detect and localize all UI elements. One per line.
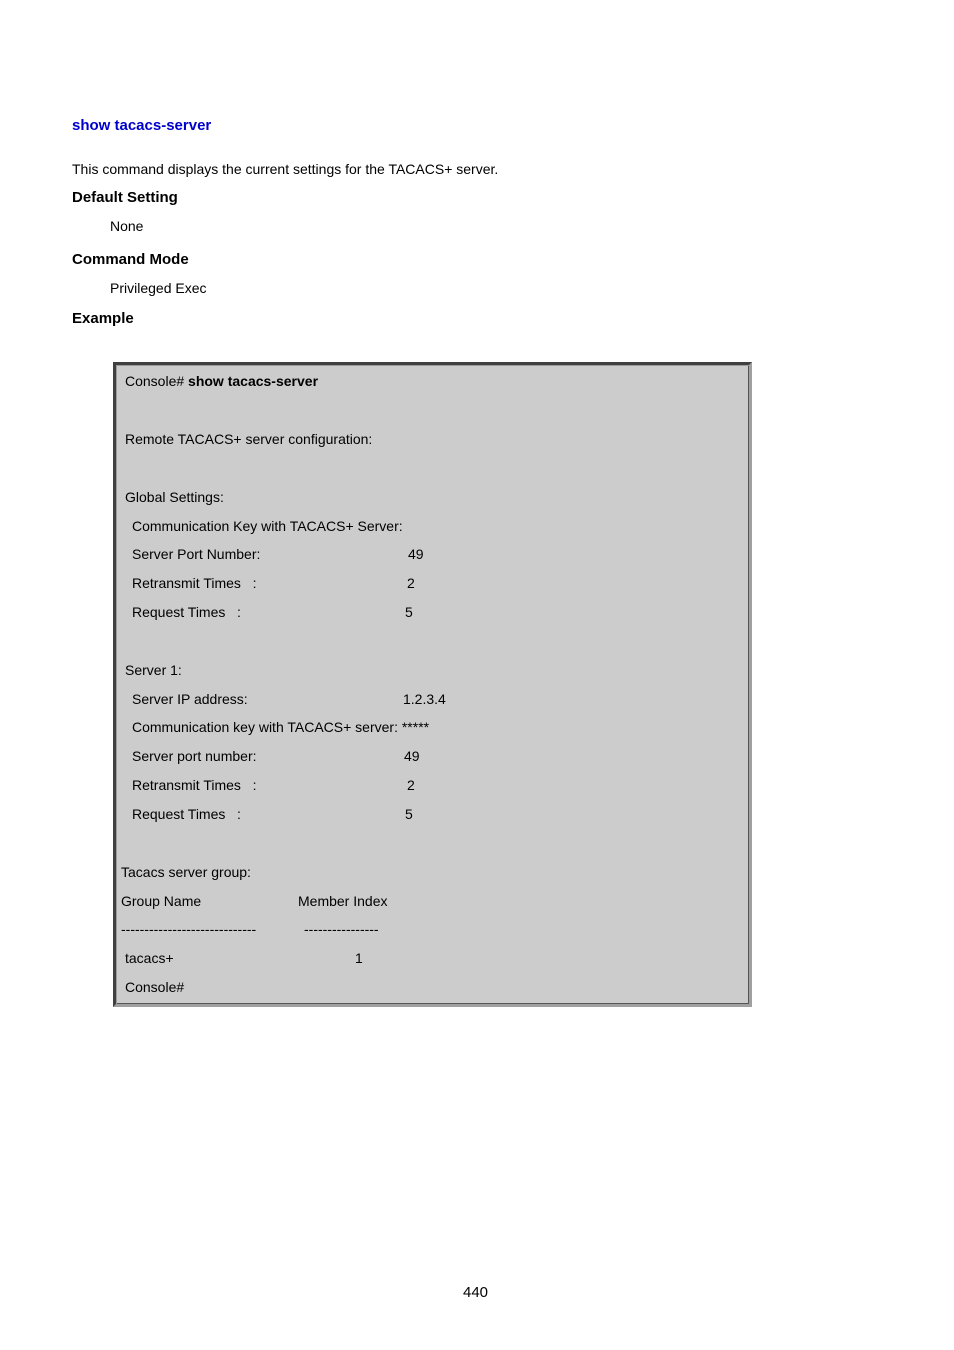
- global-comm-key-label: Communication Key with TACACS+ Server:: [132, 518, 403, 534]
- console-command-line: [125, 373, 318, 389]
- page-number: 440: [463, 1284, 489, 1301]
- server1-ip-value: 1.2.3.4: [403, 691, 446, 707]
- server1-request-label: Request Times :: [132, 806, 241, 822]
- console-prompt: Console#: [125, 373, 185, 389]
- server1-port-value: 49: [404, 748, 420, 764]
- server1-request-value: 5: [405, 806, 413, 822]
- server1-ip-label: Server IP address:: [132, 691, 248, 707]
- command-mode-heading: Command Mode: [72, 251, 189, 268]
- command-title: show tacacs-server: [72, 117, 212, 134]
- global-request-label: Request Times :: [132, 604, 241, 620]
- server1-comm-key-label: Communication key with TACACS+ server:: [132, 719, 398, 735]
- group-rule-member: ----------------: [304, 921, 379, 937]
- global-retransmit-label: Retransmit Times :: [132, 575, 257, 591]
- group-row-member: 1: [355, 950, 363, 966]
- server1-comm-key-line: [132, 719, 429, 735]
- server1-port-label: Server port number:: [132, 748, 257, 764]
- global-port-label: Server Port Number:: [132, 546, 261, 562]
- example-heading: Example: [72, 310, 134, 327]
- group-rule-name: -----------------------------: [121, 921, 257, 937]
- server1-heading: Server 1:: [125, 662, 182, 678]
- group-col-member: Member Index: [298, 893, 388, 909]
- server1-retransmit-label: Retransmit Times :: [132, 777, 257, 793]
- server1-comm-key-value: *****: [401, 719, 430, 735]
- global-request-value: 5: [405, 604, 413, 620]
- global-settings-heading: Global Settings:: [125, 489, 224, 505]
- group-row-name: tacacs+: [125, 950, 174, 966]
- group-heading: Tacacs server group:: [121, 864, 251, 880]
- console-command: show tacacs-server: [188, 373, 319, 389]
- default-setting-value: None: [110, 218, 144, 234]
- command-description: This command displays the current settings for the TACACS+ server.: [72, 161, 499, 177]
- command-mode-value: Privileged Exec: [110, 280, 207, 296]
- default-setting-heading: Default Setting: [72, 189, 178, 206]
- global-port-value: 49: [408, 546, 424, 562]
- group-col-name: Group Name: [121, 893, 202, 909]
- console-final-prompt: Console#: [125, 979, 185, 995]
- remote-config-heading: Remote TACACS+ server configuration:: [125, 431, 373, 447]
- console-example-box: [113, 362, 752, 1007]
- global-retransmit-value: 2: [407, 575, 415, 591]
- server1-retransmit-value: 2: [407, 777, 415, 793]
